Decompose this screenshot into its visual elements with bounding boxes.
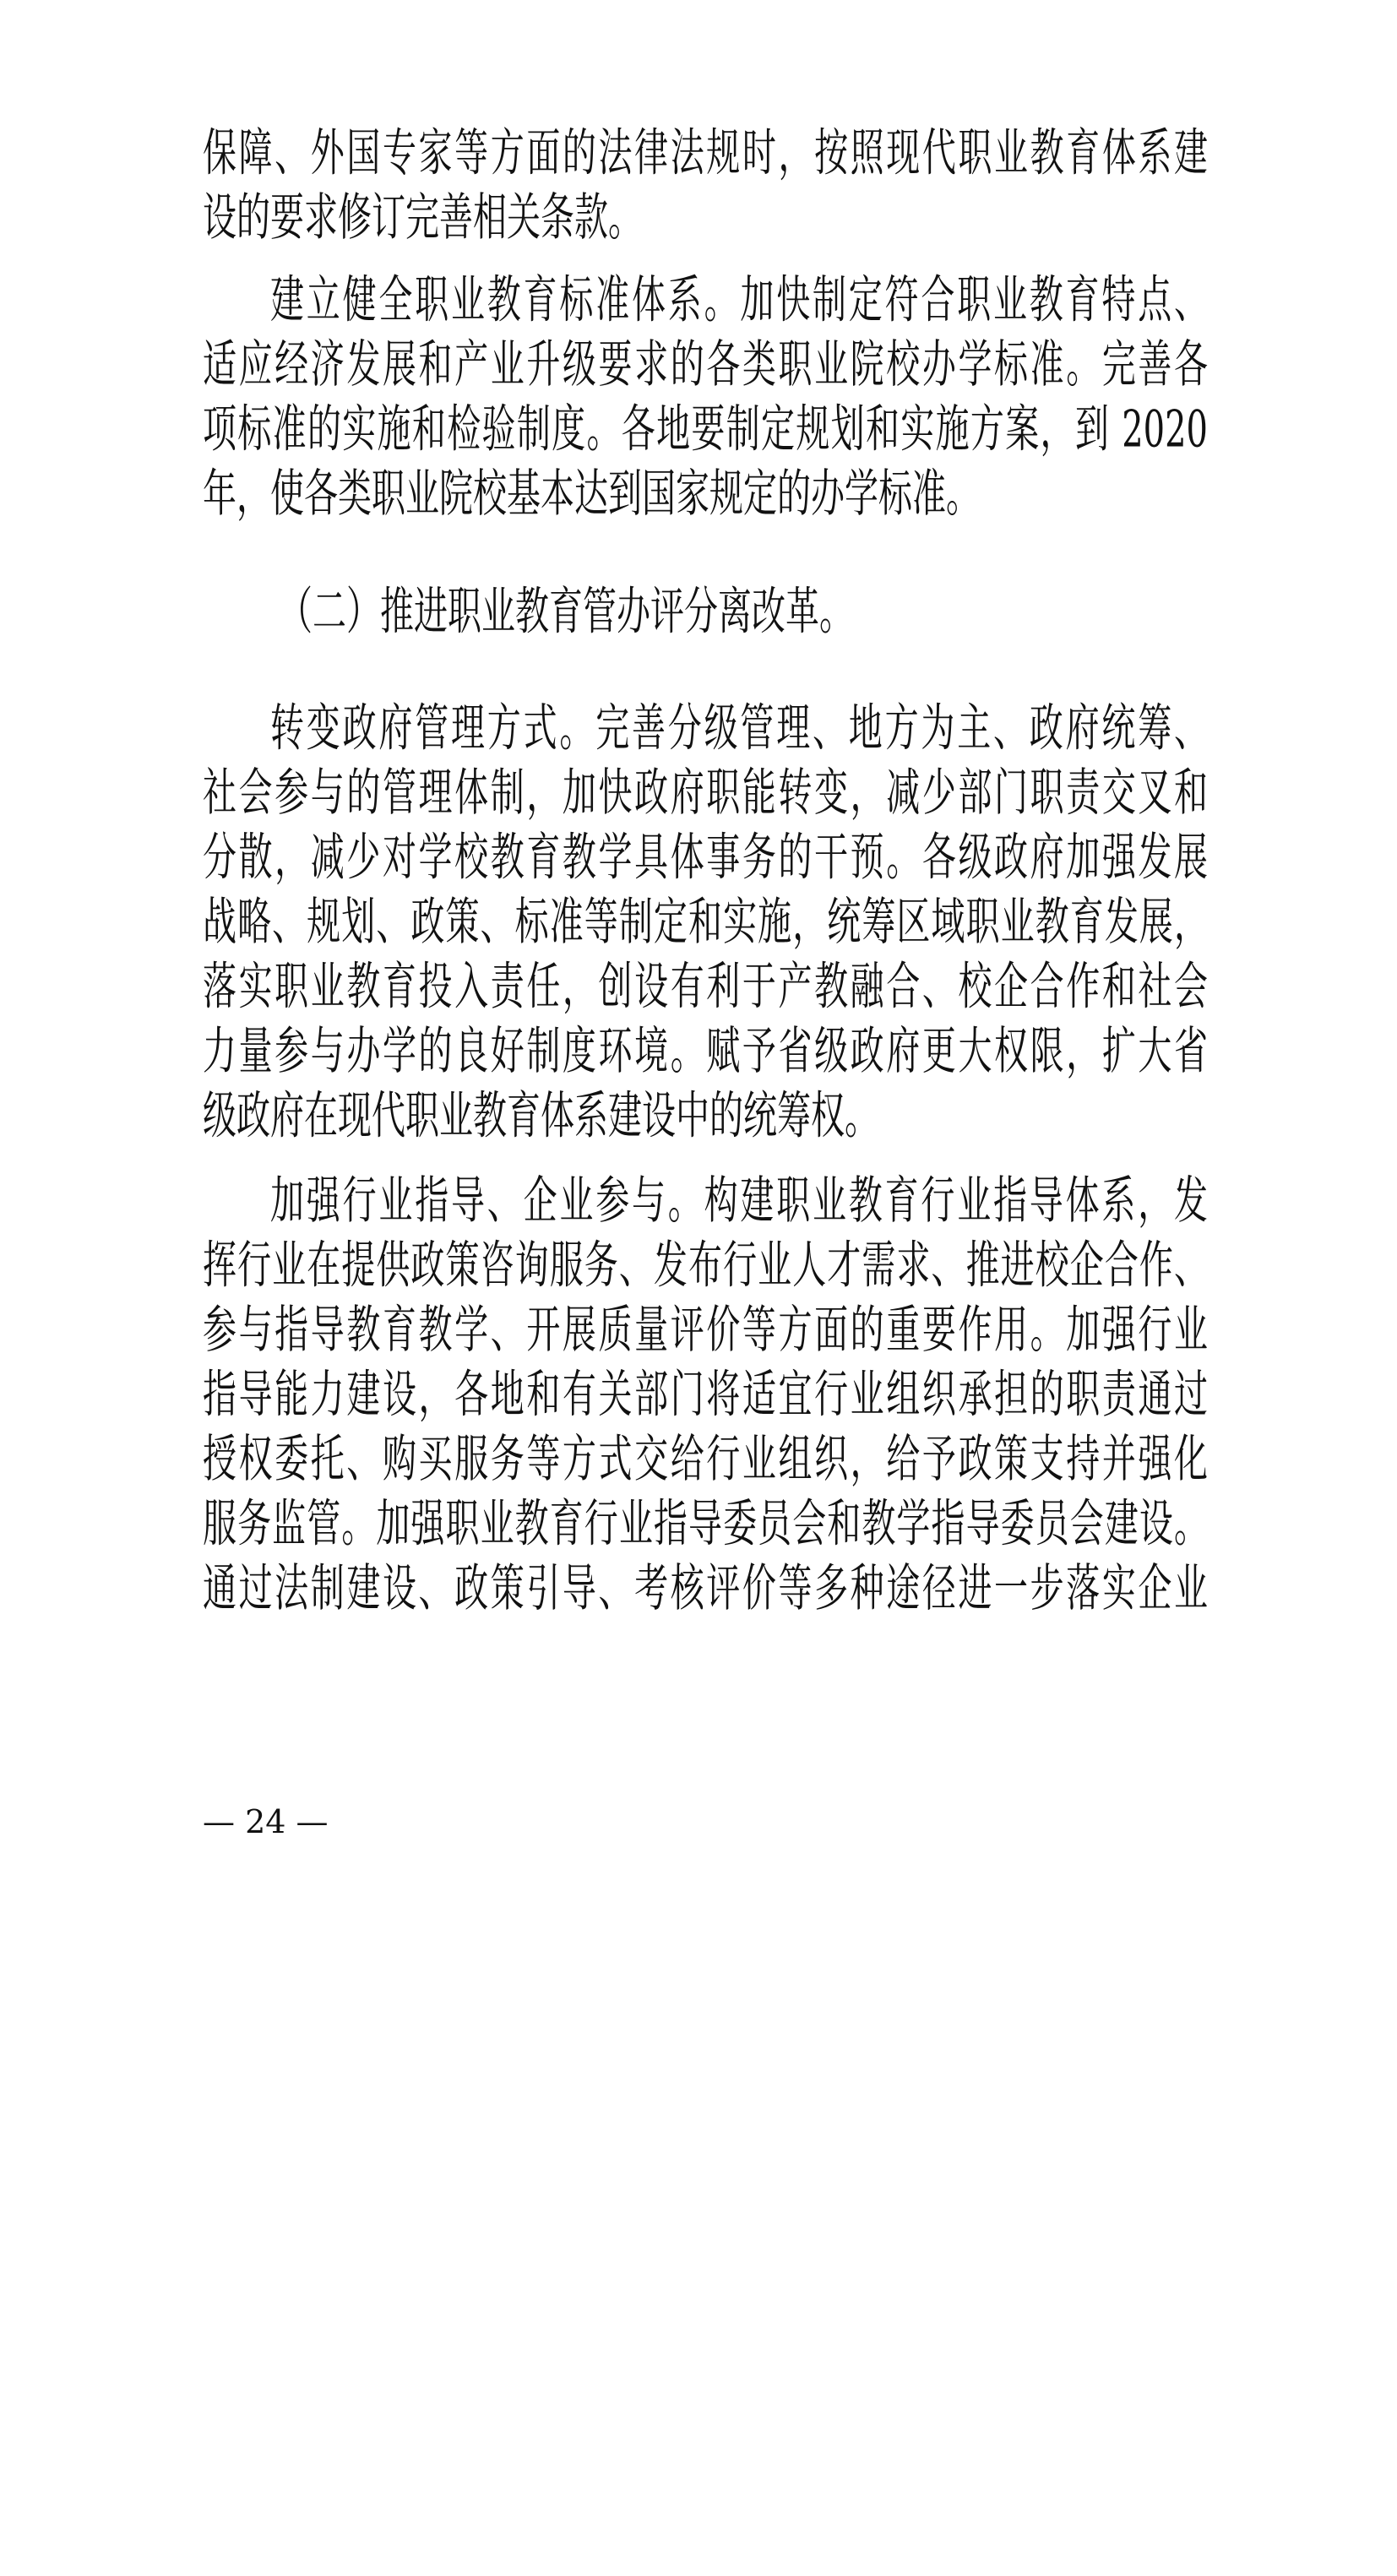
body-text-line: 战略、规划、政策、标准等制定和实施，统筹区域职业教育发展， <box>203 894 1208 952</box>
body-text-line: 保障、外国专家等方面的法律法规时，按照现代职业教育体系建 <box>203 124 1208 183</box>
body-text-line: 年，使各类职业院校基本达到国家规定的办学标准。 <box>203 465 980 524</box>
body-text-line: 设的要求修订完善相关条款。 <box>203 189 642 247</box>
page-number: — 24 — <box>203 1803 329 1840</box>
body-text-line: 指导能力建设，各地和有关部门将适宜行业组织承担的职责通过 <box>203 1366 1208 1425</box>
body-text-line: 级政府在现代职业教育体系建设中的统筹权。 <box>203 1087 878 1146</box>
paragraph-first-line: 建立健全职业教育标准体系。加快制定符合职业教育特点、 <box>270 271 1208 330</box>
body-text-line: 服务监管。加强职业教育行业指导委员会和教学指导委员会建设。 <box>203 1495 1208 1554</box>
document-page <box>203 124 1208 2576</box>
body-text-line: 适应经济发展和产业升级要求的各类职业院校办学标准。完善各 <box>203 336 1208 394</box>
body-text-line: 力量参与办学的良好制度环境。赋予省级政府更大权限，扩大省 <box>203 1023 1208 1081</box>
paragraph-first-line: 加强行业指导、企业参与。构建职业教育行业指导体系，发 <box>270 1172 1208 1231</box>
section-heading: （二）推进职业教育管办评分离改革。 <box>279 583 853 642</box>
body-text-line: 项标准的实施和检验制度。各地要制定规划和实施方案，到 2020 <box>203 400 1208 459</box>
paragraph-first-line: 转变政府管理方式。完善分级管理、地方为主、政府统筹、 <box>270 699 1208 758</box>
body-text-line: 授权委托、购买服务等方式交给行业组织，给予政策支持并强化 <box>203 1431 1208 1489</box>
body-text-line: 分散，减少对学校教育教学具体事务的干预。各级政府加强发展 <box>203 829 1208 888</box>
body-text-line: 参与指导教育教学、开展质量评价等方面的重要作用。加强行业 <box>203 1302 1208 1360</box>
body-text-line: 落实职业教育投入责任，创设有利于产教融合、校企合作和社会 <box>203 958 1208 1017</box>
body-text-line: 社会参与的管理体制，加快政府职能转变，减少部门职责交叉和 <box>203 764 1208 823</box>
body-text-line: 挥行业在提供政策咨询服务、发布行业人才需求、推进校企合作、 <box>203 1236 1208 1296</box>
body-text-line: 通过法制建设、政策引导、考核评价等多种途径进一步落实企业 <box>203 1560 1208 1618</box>
